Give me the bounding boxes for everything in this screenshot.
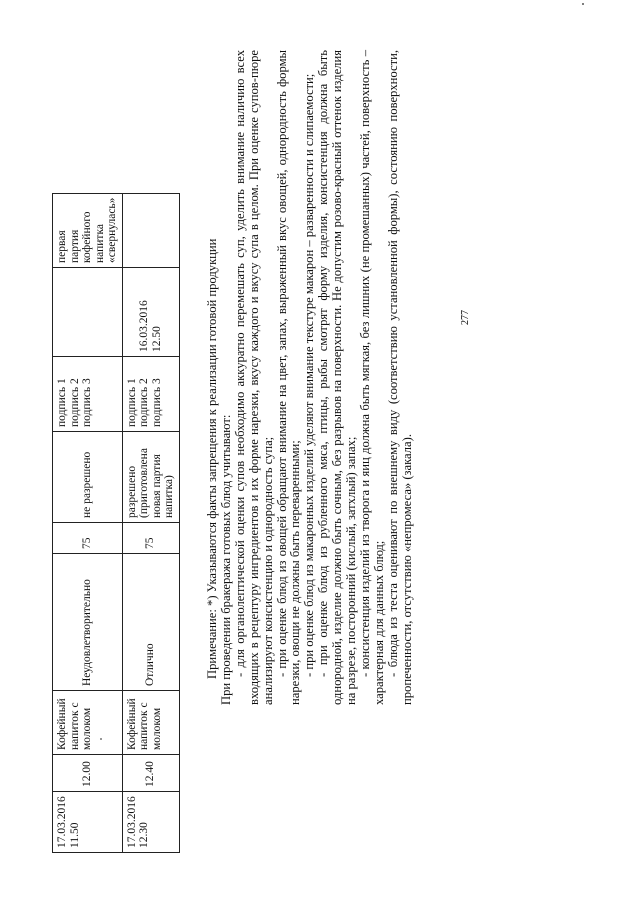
cell-remark: первая партия кофейного напитка «свернулась» <box>53 193 123 267</box>
log-table-body <box>53 193 180 852</box>
scan-speck <box>100 738 102 740</box>
cell-remark <box>122 193 179 267</box>
scan-speck <box>582 3 584 5</box>
cell-signatures: подпись 1 подпись 2 подпись 3 <box>53 357 123 432</box>
note-item-dough: - блюда из теста оценивают по внешнему виду (соответствию установленной формы), состоянию поверхности, пропеченности, отсутствию «непромеса» (закала). <box>385 50 414 705</box>
cell-dish: Кофейный напиток с молоком <box>122 691 179 755</box>
cell-check-time <box>53 268 123 357</box>
note-item-soups: - для органолептической оценки супов необходимо аккуратно перемешать суп, уделить внимание наличию всех входящих в рецептуру ингредиентов и их форме нарезки, вкусу каждого и вкусу супа в целом. При оценке супов-пюре анализируют консистенцию и однородность супа; <box>232 50 275 705</box>
note-block <box>206 50 415 705</box>
note-intro: При проведении бракеража готовых блюд учитывают: <box>218 414 233 705</box>
cell-date-time: 17.03.2016 11.50 <box>53 792 123 853</box>
page-number: 277 <box>460 310 471 325</box>
cell-decision: разрешено (приготовлена новая партия напитка) <box>122 432 179 523</box>
cell-serve-time: 12.00 <box>53 755 123 792</box>
brakerage-log-table <box>52 193 180 853</box>
cell-score: 75 <box>53 523 123 554</box>
note-item-pasta: - при оценке блюд из макаронных изделий уделяют внимание текстуре макарон – разваренности и слипаемости; <box>302 73 317 677</box>
table-row <box>122 193 179 852</box>
note-item-minced-meat: - при оценке блюд из рубленного мяса, птицы, рыбы смотрят форму изделия, консистенция должна быть однородной, изделие должно быть сочным, без разрывов на поверхности. Не допустим розово-красный оттенок изделия на разрезе, посторонний (кислый, затхлый) запах; <box>316 50 359 705</box>
cell-check-time: 16.03.2016 12.50 <box>122 268 179 357</box>
note-caption: Примечание: *) Указываются факты запрещения к реализации готовой продукции <box>205 238 219 679</box>
cell-serve-time: 12.40 <box>122 755 179 792</box>
cell-evaluation: Отлично <box>122 554 179 691</box>
cell-signatures: подпись 1 подпись 2 подпись 3 <box>122 357 179 432</box>
note-item-curd-eggs: - консистенция изделий из творога и яиц должна быть мягкая, без лишних (не промешанных) частей, поверхность – характерная для данных блюд; <box>357 50 386 705</box>
cell-evaluation: Неудовлетворительно <box>53 554 123 691</box>
cell-date-time: 17.03.2016 12.30 <box>122 792 179 853</box>
cell-dish: Кофейный напиток с молоком <box>53 691 123 755</box>
cell-decision: не разрешено <box>53 432 123 523</box>
table-row <box>53 193 123 852</box>
cell-score: 75 <box>122 523 179 554</box>
note-item-vegetables: - при оценке блюд из овощей обращают внимание на цвет, запах, выраженный вкус овощей, однородность формы нарезки, овощи не должны быть переваренными; <box>274 50 303 705</box>
